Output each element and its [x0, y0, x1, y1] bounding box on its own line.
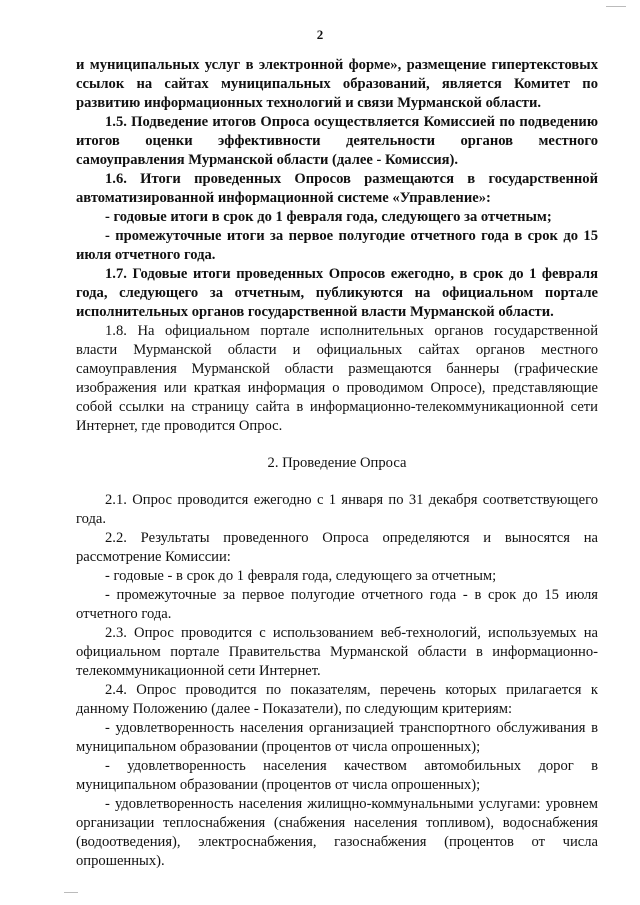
paragraph-2-4: 2.4. Опрос проводится по показателям, перечень которых прилагается к данному Положению (далее - Показатели), по следующим критериям: [76, 682, 598, 717]
paragraph-1-6: 1.6. Итоги проведенных Опросов размещаются в государственной автоматизированной информационной системе «Управление»: [76, 171, 598, 206]
document-body [76, 56, 598, 871]
section-heading: 2. Проведение Опроса [267, 455, 407, 471]
list-item-annual-results: - годовые итоги в срок до 1 февраля года, следующего за отчетным; [105, 209, 552, 225]
paragraph-1-5: 1.5. Подведение итогов Опроса осуществляется Комиссией по подведению итогов оценки эффективности деятельности органов местного самоуправления Мурманской области (далее - Комиссия). [76, 114, 598, 168]
criterion-housing-utilities: - удовлетворенность населения жилищно-коммунальными услугами: уровнем организации теплоснабжения (снабжения населения топливом), водоснабжения (водоотведения), электроснабжения, газоснабжения (процентов от числа опрошенных). [76, 796, 598, 869]
paragraph-2-3: 2.3. Опрос проводится с использованием веб-технологий, используемых на официальном портале Правительства Мурманской области в информационно-телекоммуникационной сети Интернет. [76, 625, 598, 679]
page-number: 2 [316, 27, 324, 42]
paragraph-continuation: и муниципальных услуг в электронной форме», размещение гипертекстовых ссылок на сайтах муниципальных образований, является Комитет по развитию информационных технологий и связи Мурманской области. [76, 57, 598, 111]
paragraph-1-8: 1.8. На официальном портале исполнительных органов государственной власти Мурманской области и официальных сайтах органов местного самоуправления Мурманской области размещаются баннеры (графические изображения или краткая информация о проводимом Опросе), представляющие собой ссылки на страницу сайта в информационно-телекоммуникационной сети Интернет, где проводится Опрос. [76, 323, 598, 434]
list-item-annual: - годовые - в срок до 1 февраля года, следующего за отчетным; [105, 568, 497, 584]
criterion-roads: - удовлетворенность населения качеством автомобильных дорог в муниципальном образовании (процентов от числа опрошенных); [76, 758, 598, 793]
paragraph-1-7: 1.7. Годовые итоги проведенных Опросов ежегодно, в срок до 1 февраля года, следующего за отчетным, публикуются на официальном портале исполнительных органов государственной власти Мурманской области. [76, 266, 598, 320]
criterion-transport: - удовлетворенность населения организацией транспортного обслуживания в муниципальном образовании (процентов от числа опрошенных); [76, 720, 598, 755]
scan-mark-bottom [64, 892, 78, 893]
paragraph-2-2: 2.2. Результаты проведенного Опроса определяются и выносятся на рассмотрение Комиссии: [76, 530, 598, 565]
list-item-interim: - промежуточные за первое полугодие отчетного года - в срок до 15 июля отчетного года. [76, 587, 598, 622]
scan-mark [606, 6, 626, 7]
list-item-interim-results: - промежуточные итоги за первое полугодие отчетного года в срок до 15 июля отчетного года. [76, 228, 598, 263]
paragraph-2-1: 2.1. Опрос проводится ежегодно с 1 января по 31 декабря соответствующего года. [76, 492, 598, 527]
